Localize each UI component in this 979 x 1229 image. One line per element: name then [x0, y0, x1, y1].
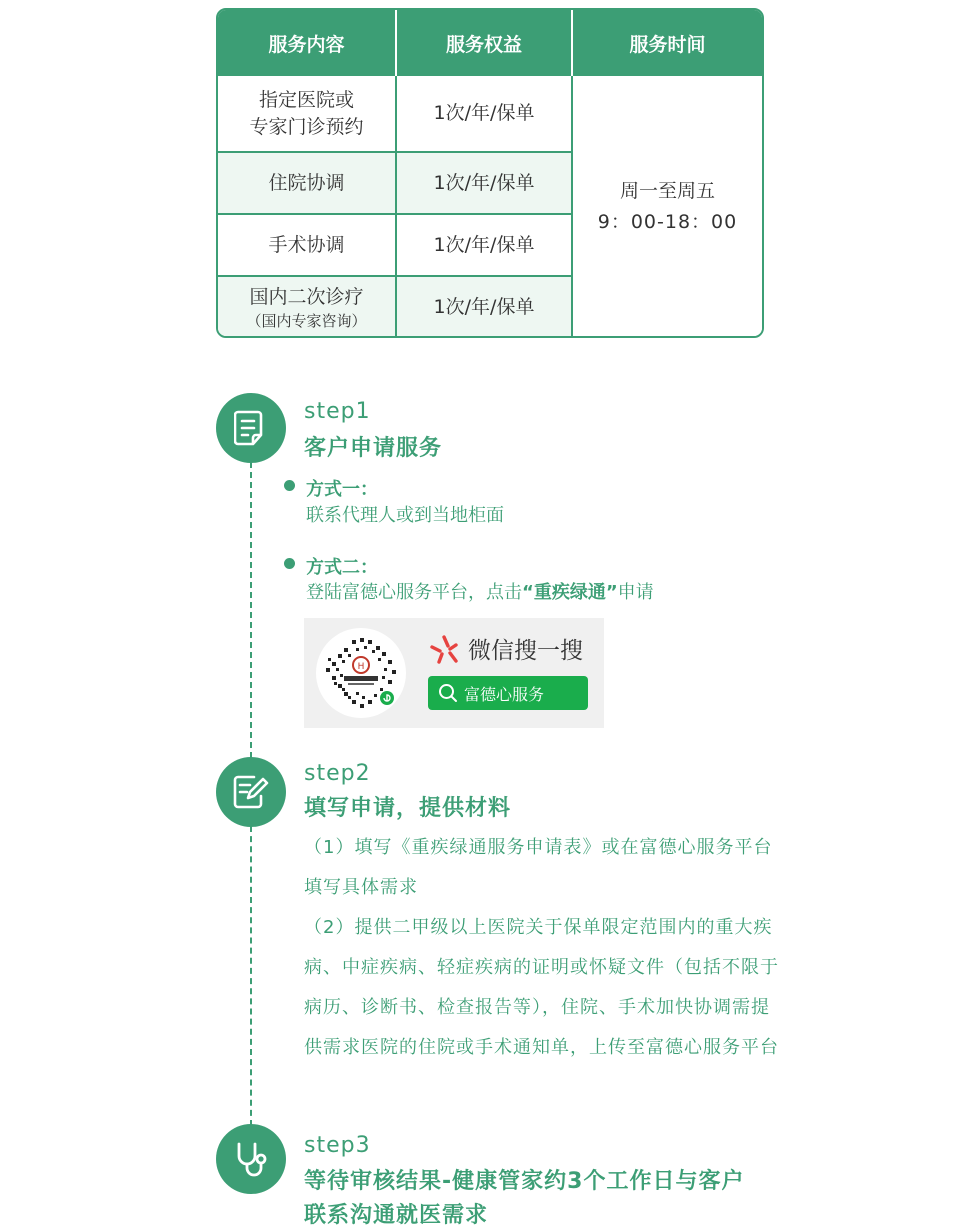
search-icon — [438, 683, 458, 703]
header-time: 服务时间 — [572, 10, 762, 76]
way1-title: 方式一： — [306, 479, 378, 500]
stethoscope-icon — [231, 1139, 271, 1179]
timeline-connector — [250, 462, 252, 758]
header-content: 服务内容 — [218, 10, 396, 76]
way2-title: 方式二： — [306, 557, 378, 578]
time-hours: 9：00-18：00 — [597, 211, 738, 233]
table-cell-content: 指定医院或 专家门诊预约 — [218, 76, 396, 152]
table-cell-content: 住院协调 — [218, 152, 396, 214]
service-table — [216, 8, 764, 338]
table-cell-benefit: 1次/年/保单 — [396, 276, 572, 338]
time-days: 周一至周五 — [619, 180, 715, 202]
step2-para2: （2）提供二甲级以上医院关于保单限定范围内的重大疾病、中症疾病、轻症疾病的证明或怀疑文件（包括不限于病历、诊断书、检查报告等），住院、手术加快协调需提供需求医院的住院或手术通知单，上传至富德心服务平台 — [304, 917, 779, 1058]
step2-title: 填写申请，提供材料 — [304, 796, 512, 821]
bullet-dot — [284, 558, 295, 569]
step1-label: step1 — [304, 399, 371, 424]
step1-title: 客户申请服务 — [304, 436, 443, 461]
mini-program-card[interactable] — [304, 618, 604, 728]
qr-code-icon[interactable] — [316, 628, 406, 718]
table-cell-time — [572, 76, 762, 338]
table-row — [218, 76, 762, 152]
timeline-connector — [250, 826, 252, 1126]
wechat-search-label: 微信搜一搜 — [428, 632, 583, 665]
way1-desc: 联系代理人或到当地柜面 — [306, 505, 504, 526]
table-cell-benefit: 1次/年/保单 — [396, 152, 572, 214]
way2-desc: 登陆富德心服务平台，点击“重疾绿通”申请 — [306, 582, 654, 603]
step2-para1: （1）填写《重疾绿通服务申请表》或在富德心服务平台填写具体需求 — [304, 837, 773, 898]
step3-circle — [216, 1124, 286, 1194]
green-channel-link-text: “重疾绿通” — [522, 582, 618, 603]
bullet-dot — [284, 480, 295, 491]
table-cell-benefit: 1次/年/保单 — [396, 76, 572, 152]
step3-label: step3 — [304, 1133, 371, 1158]
svg-text:H: H — [357, 662, 365, 672]
edit-form-icon — [232, 773, 270, 811]
mini-program-search-button[interactable]: 富德心服务 — [428, 676, 588, 710]
step3-title-line2: 联系沟通就医需求 — [304, 1203, 489, 1228]
header-benefit: 服务权益 — [396, 10, 572, 76]
table-cell-benefit: 1次/年/保单 — [396, 214, 572, 276]
step1-circle — [216, 393, 286, 463]
table-cell-content: 国内二次诊疗 （国内专家咨询） — [218, 276, 396, 338]
table-header-row — [218, 10, 762, 76]
step2-label: step2 — [304, 761, 371, 786]
document-icon — [234, 409, 268, 447]
table-cell-content: 手术协调 — [218, 214, 396, 276]
step2-circle — [216, 757, 286, 827]
step3-title-line1: 等待审核结果-健康管家约3个工作日与客户 — [304, 1169, 745, 1194]
wechat-search-icon — [428, 633, 460, 665]
